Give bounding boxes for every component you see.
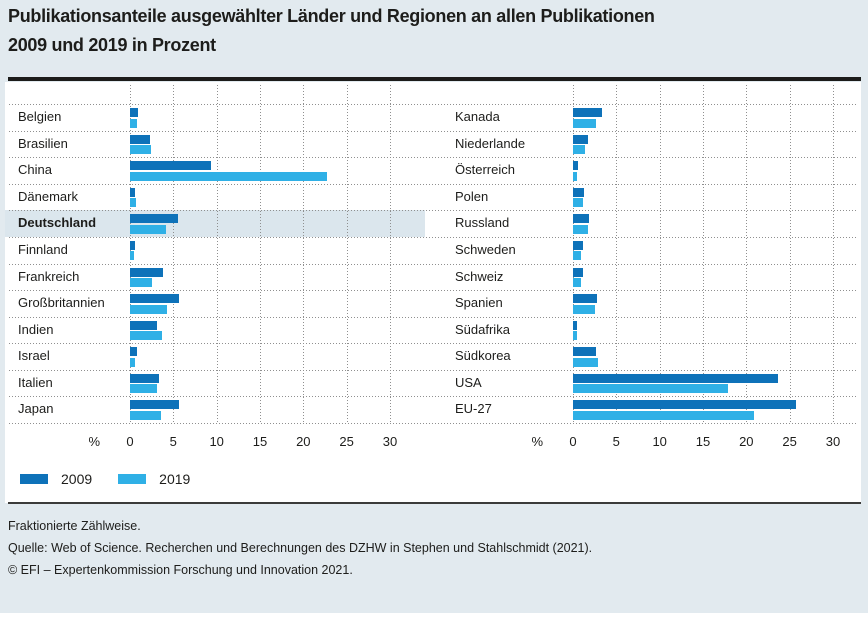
- bar-2019: [130, 384, 157, 393]
- axis-tick-label: 5: [169, 434, 177, 449]
- axis-tick-label: 15: [252, 434, 268, 449]
- row-label: Schweden: [455, 241, 516, 257]
- bar-2019: [573, 119, 596, 128]
- row-label: Kanada: [455, 109, 500, 124]
- chart-area: [5, 82, 861, 503]
- row-separator-line: [9, 343, 857, 344]
- bar-2009: [130, 268, 163, 277]
- bar-2019: [573, 278, 581, 287]
- row-label: Frankreich: [18, 268, 80, 284]
- bar-2009: [130, 241, 135, 250]
- bar-2019: [573, 198, 583, 207]
- bar-2009: [573, 188, 584, 197]
- row-label: Dänemark: [18, 188, 78, 204]
- gridline-vertical: [790, 85, 791, 424]
- bar-2019: [573, 411, 754, 420]
- row-label: Spanien: [455, 295, 503, 311]
- legend-swatch-2019: [118, 474, 146, 484]
- bar-2019: [130, 119, 137, 128]
- bar-2009: [130, 135, 150, 144]
- bar-2009: [573, 268, 583, 277]
- bar-2009: [573, 294, 597, 303]
- bar-2019: [573, 251, 581, 260]
- bar-2009: [130, 161, 211, 170]
- axis-unit-label: %: [531, 434, 543, 449]
- bar-2009: [573, 347, 596, 356]
- bar-2009: [130, 294, 179, 303]
- title-divider-rule: [8, 77, 861, 81]
- bar-2019: [130, 305, 167, 314]
- footnote-block: [8, 515, 592, 581]
- row-separator-line: [9, 104, 857, 105]
- bottom-divider-rule: [8, 502, 861, 504]
- row-separator-line: [9, 210, 857, 211]
- gridline-vertical: [746, 85, 747, 424]
- row-separator-line: [9, 237, 857, 238]
- row-label: Österreich: [455, 162, 515, 178]
- row-separator-line: [9, 157, 857, 158]
- bar-2009: [573, 161, 578, 170]
- bar-2009: [573, 241, 583, 250]
- bar-2009: [573, 135, 588, 144]
- row-label: Israel: [18, 348, 50, 364]
- footnote-copyright: © EFI – Expertenkommission Forschung und Innovation 2021.: [8, 563, 353, 577]
- bar-2019: [573, 384, 728, 393]
- row-label: USA: [455, 374, 482, 390]
- row-label: Deutschland: [18, 215, 97, 231]
- bar-2019: [130, 198, 136, 207]
- row-label: Russland: [455, 215, 510, 231]
- row-label: Schweiz: [455, 268, 504, 284]
- gridline-vertical: [217, 85, 218, 424]
- row-label: Belgien: [18, 109, 62, 124]
- bar-2009: [130, 188, 135, 197]
- row-separator-line: [9, 264, 857, 265]
- row-separator-line: [9, 290, 857, 291]
- bar-2019: [130, 278, 152, 287]
- axis-tick-label: 25: [339, 434, 354, 449]
- bar-2009: [130, 108, 138, 117]
- bar-2009: [573, 214, 589, 223]
- row-separator-line: [9, 317, 857, 318]
- bar-2009: [573, 108, 602, 117]
- bar-2019: [573, 305, 595, 314]
- bar-2019: [573, 225, 588, 234]
- row-separator-line: [9, 396, 857, 397]
- bar-2019: [130, 358, 135, 367]
- row-label: Polen: [455, 188, 489, 204]
- bar-2019: [130, 411, 161, 420]
- title-line-2: 2009 und 2019 in Prozent: [8, 35, 216, 55]
- row-separator-line: [9, 423, 857, 424]
- axis-tick-label: 0: [126, 434, 134, 449]
- figure-title: [8, 2, 655, 60]
- bar-2019: [573, 172, 577, 181]
- axis-tick-label: 10: [652, 434, 667, 449]
- bar-2009: [130, 321, 157, 330]
- row-label: Indien: [18, 321, 54, 337]
- gridline-vertical: [616, 85, 617, 424]
- row-label: EU-27: [455, 401, 492, 417]
- axis-tick-label: 5: [612, 434, 620, 449]
- legend-swatch-2009: [20, 474, 48, 484]
- axis-tick-label: 10: [209, 434, 224, 449]
- gridline-vertical: [390, 85, 391, 424]
- gridline-vertical: [303, 85, 304, 424]
- bar-2019: [130, 251, 134, 260]
- chart-legend: [20, 471, 190, 487]
- axis-unit-label: %: [88, 434, 100, 449]
- bar-2009: [573, 321, 577, 330]
- bar-2009: [130, 400, 179, 409]
- footnote-source: Quelle: Web of Science. Recherchen und Berechnungen des DZHW in Stephen und Stahlschmidt (2021).: [8, 541, 593, 555]
- gridline-vertical: [660, 85, 661, 424]
- row-label: Niederlande: [455, 135, 526, 151]
- bar-2019: [573, 331, 577, 340]
- bar-2009: [130, 374, 159, 383]
- row-label: Italien: [18, 374, 53, 390]
- row-label: Großbritannien: [18, 295, 105, 311]
- bar-2019: [130, 225, 166, 234]
- footnote-method: Fraktionierte Zählweise.: [8, 519, 141, 533]
- bar-2019: [130, 145, 151, 154]
- row-separator-line: [9, 184, 857, 185]
- row-label: Südkorea: [455, 348, 511, 364]
- page-bottom-strip: [0, 613, 868, 618]
- axis-tick-label: 0: [569, 434, 577, 449]
- gridline-vertical: [703, 85, 704, 424]
- title-line-1: Publikationsanteile ausgewählter Länder und Regionen an allen Publikationen: [8, 6, 655, 26]
- row-label: Brasilien: [18, 135, 68, 151]
- axis-tick-label: 25: [782, 434, 797, 449]
- legend-label-2009: 2009: [61, 471, 93, 487]
- gridline-vertical: [173, 85, 174, 424]
- bar-2009: [573, 374, 778, 383]
- bar-2019: [130, 172, 327, 181]
- row-label: China: [18, 162, 52, 178]
- row-separator-line: [9, 370, 857, 371]
- bar-2019: [573, 145, 585, 154]
- gridline-vertical: [260, 85, 261, 424]
- row-label: Finnland: [18, 241, 68, 257]
- legend-label-2019: 2019: [159, 471, 191, 487]
- gridline-vertical: [833, 85, 834, 424]
- axis-tick-label: 30: [825, 434, 841, 449]
- bar-2009: [573, 400, 796, 409]
- axis-tick-label: 15: [695, 434, 711, 449]
- bar-2009: [130, 214, 178, 223]
- row-label: Südafrika: [455, 321, 510, 337]
- gridline-vertical: [347, 85, 348, 424]
- bar-2019: [573, 358, 598, 367]
- row-label: Japan: [18, 401, 54, 417]
- bar-2019: [130, 331, 162, 340]
- axis-tick-label: 20: [296, 434, 311, 449]
- axis-tick-label: 30: [382, 434, 398, 449]
- axis-tick-label: 20: [739, 434, 754, 449]
- bar-2009: [130, 347, 137, 356]
- row-separator-line: [9, 131, 857, 132]
